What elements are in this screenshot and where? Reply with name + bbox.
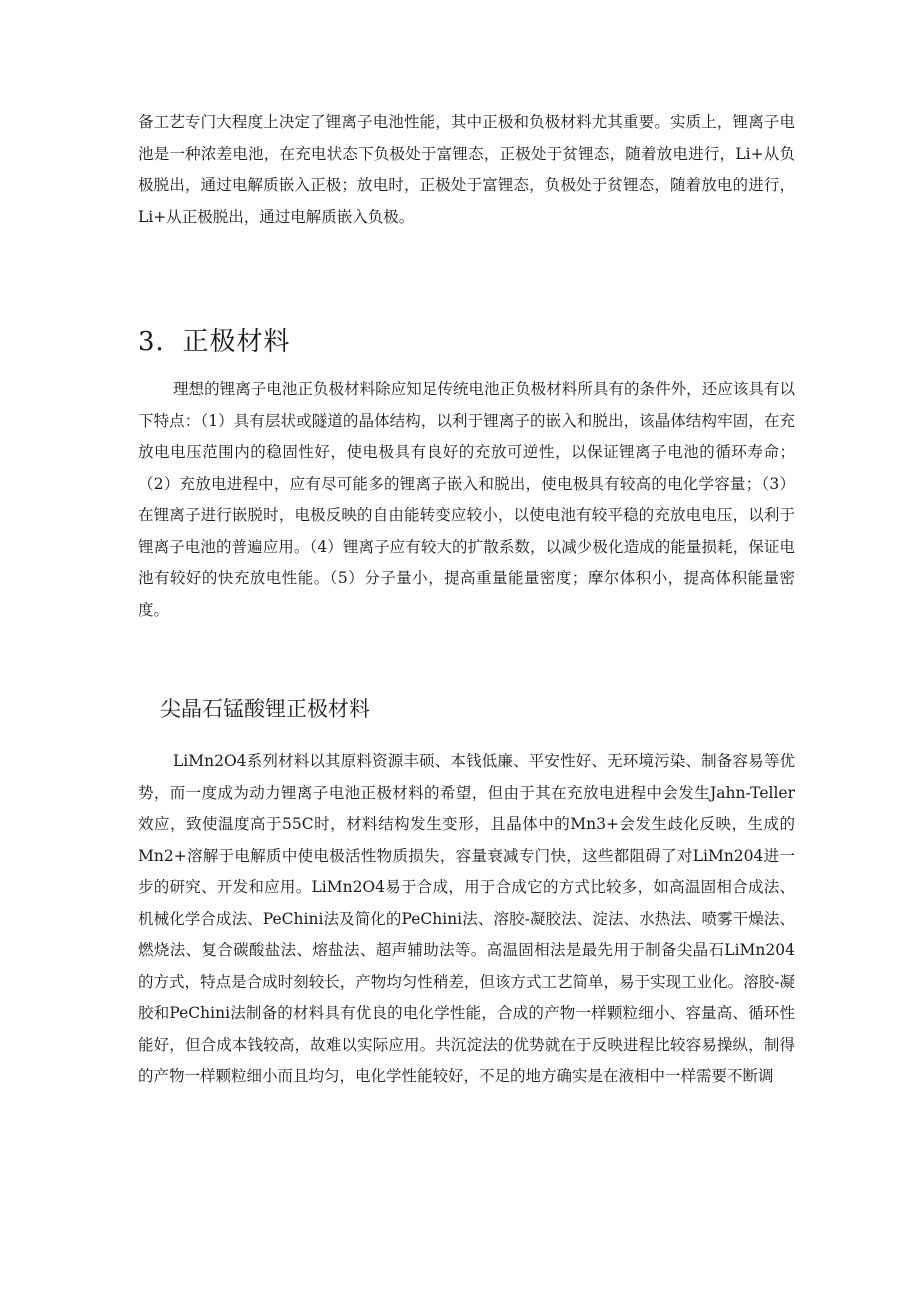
subsection-heading: 尖晶石锰酸锂正极材料 [160, 697, 370, 721]
subsection-paragraph: LiMn2O4系列材料以其原料资源丰硕、本钱低廉、平安性好、无环境污染、制备容易等优势，而一度成为动力锂离子电池正极材料的希望，但由于其在充放电进程中会发生Jahn-Teller效应，致使温度高于55C时，材料结构发生变形，且晶体中的Mn3+会发生歧化反映，生成的Mn2+溶解于电解质中使电极活性物质损失，容量衰减专门快，这些都阻碍了对LiMn204进一步的研究、开发和应用。LiMn2O4易于合成，用于合成它的方式比较多，如高温固相合成法、机械化学合成法、PeChini法及简化的PeChini法、溶胶-凝胶法、淀法、水热法、喷雾干燥法、燃烧法、复合碳酸盐法、熔盐法、超声辅助法等。高温固相法是最先用于制备尖晶石LiMn204的方式，特点是合成时刻较长，产物均匀性稍差，但该方式工艺简单，易于实现工业化。溶胶-凝胶和PeChini法制备的材料具有优良的电化学性能，合成的产物一样颗粒细小、容量高、循环性能好，但合成本钱较高，故难以实际应用。共沉淀法的优势就在于反映进程比较容易操纵，制得的产物一样颗粒细小而且均匀，电化学性能较好，不足的地方确实是在液相中一样需要不断调 [138, 752, 795, 1085]
section-paragraph: 理想的锂离子电池正负极材料除应知足传统电池正负极材料所具有的条件外，还应该具有以下特点：（1）具有层状或隧道的晶体结构，以利于锂离子的嵌入和脱出，该晶体结构牢固，在充放电电压范围内的稳固性好，使电极具有良好的充放可逆性，以保证锂离子电池的循环寿命；（2）充放电进程中，应有尽可能多的锂离子嵌入和脱出，使电极具有较高的电化学容量；（3）在锂离子进行嵌脱时，电极反映的自由能转变应较小，以使电池有较平稳的充放电电压，以利于锂离子电池的普遍应用。（4）锂离子应有较大的扩散系数，以减少极化造成的能量损耗，保证电池有较好的快充放电性能。（5）分子量小，提高重量能量密度；摩尔体积小，提高体积能量密度。 [138, 380, 795, 619]
section-heading: 3．正极材料 [138, 327, 291, 357]
intro-paragraph: 备工艺专门大程度上决定了锂离子电池性能，其中正极和负极材料尤其重要。实质上，锂离子电池是一种浓差电池，在充电状态下负极处于富锂态，正极处于贫锂态，随着放电进行，Li+从负极脱出，通过电解质嵌入正极；放电时，正极处于富锂态，负极处于贫锂态，随着放电的进行，Li+从正极脱出，通过电解质嵌入负极。 [138, 113, 795, 226]
